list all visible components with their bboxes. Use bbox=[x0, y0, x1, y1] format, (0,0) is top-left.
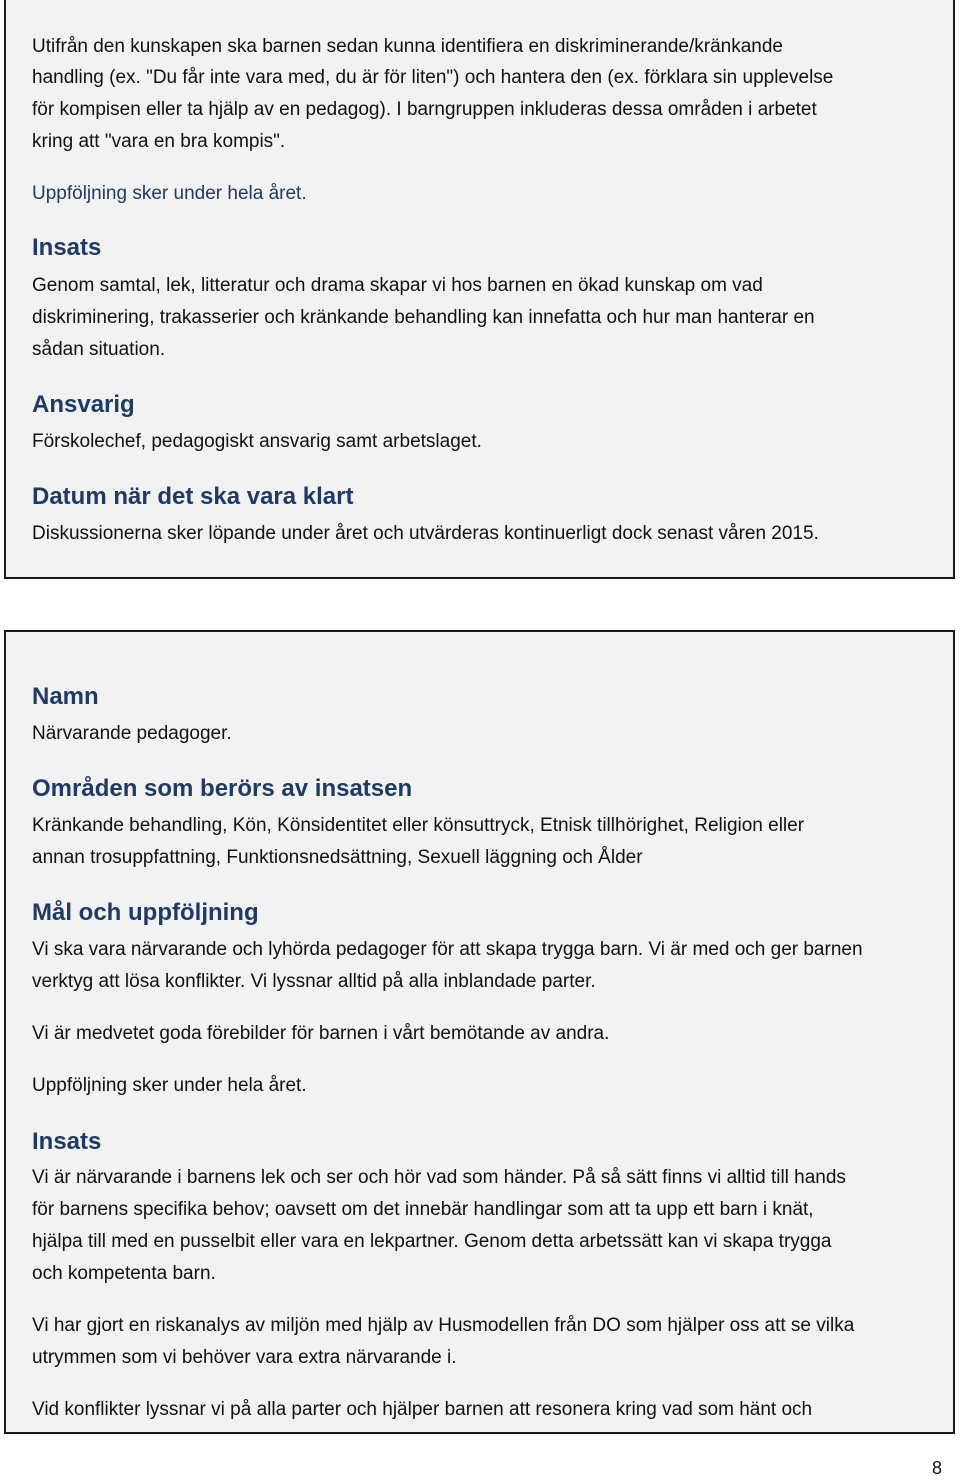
insats-line: sådan situation. bbox=[32, 339, 166, 360]
intro-line: för kompisen eller ta hjälp av en pedagog). I barngruppen inkluderas dessa områden i arbetet bbox=[32, 99, 817, 120]
insats-line: för barnens specifika behov; oavsett om det innebär handlingar som att ta upp ett barn i knät, bbox=[32, 1199, 814, 1220]
namn-heading: Namn bbox=[32, 683, 99, 710]
ansvarig-text: Förskolechef, pedagogiskt ansvarig samt arbetslaget. bbox=[32, 431, 482, 452]
datum-heading: Datum när det ska vara klart bbox=[32, 483, 354, 510]
intro-line: Utifrån den kunskapen ska barnen sedan kunna identifiera en diskriminerande/kränkande bbox=[32, 36, 783, 57]
followup-text: Uppföljning sker under hela året. bbox=[32, 1075, 307, 1096]
intro-line: kring att "vara en bra kompis". bbox=[32, 131, 286, 152]
followup-text: Uppföljning sker under hela året. bbox=[32, 183, 307, 204]
omraden-line: Kränkande behandling, Kön, Könsidentitet eller könsuttryck, Etnisk tillhörighet, Religion eller bbox=[32, 815, 805, 836]
insats-heading: Insats bbox=[32, 1128, 102, 1155]
mal-extra: Vi är medvetet goda förebilder för barnen i vårt bemötande av andra. bbox=[32, 1023, 610, 1044]
insats-line: diskriminering, trakasserier och kränkande behandling kan innefatta och hur man hanterar en bbox=[32, 307, 815, 328]
konflikt-line: Vid konflikter lyssnar vi på alla parter och hjälper barnen att resonera kring vad som hänt och bbox=[32, 1399, 813, 1420]
riskanalys-line: utrymmen som vi behöver vara extra närvarande i. bbox=[32, 1347, 457, 1368]
insats-line: Genom samtal, lek, litteratur och drama skapar vi hos barnen en ökad kunskap om vad bbox=[32, 275, 763, 296]
datum-text: Diskussionerna sker löpande under året och utvärderas kontinuerligt dock senast våren 2015. bbox=[32, 523, 819, 544]
ansvarig-heading: Ansvarig bbox=[32, 391, 135, 418]
action-plan-box-1 bbox=[4, 0, 955, 579]
riskanalys-line: Vi har gjort en riskanalys av miljön med hjälp av Husmodellen från DO som hjälper oss att se vilka bbox=[32, 1315, 855, 1336]
mal-heading: Mål och uppföljning bbox=[32, 899, 259, 926]
insats-line: och kompetenta barn. bbox=[32, 1263, 216, 1284]
intro-line: handling (ex. "Du får inte vara med, du är för liten") och hantera den (ex. förklara sin upplevelse bbox=[32, 67, 834, 88]
omraden-line: annan trosuppfattning, Funktionsnedsättning, Sexuell läggning och Ålder bbox=[32, 847, 643, 868]
page-number: 8 bbox=[931, 1458, 942, 1478]
action-plan-box-2 bbox=[4, 630, 955, 1434]
insats-line: hjälpa till med en pusselbit eller vara en lekpartner. Genom detta arbetssätt kan vi skapa trygga bbox=[32, 1231, 832, 1252]
insats-line: Vi är närvarande i barnens lek och ser och hör vad som händer. På så sätt finns vi alltid till hands bbox=[32, 1167, 846, 1188]
omraden-heading: Områden som berörs av insatsen bbox=[32, 775, 413, 802]
mal-line: verktyg att lösa konflikter. Vi lyssnar alltid på alla inblandade parter. bbox=[32, 971, 596, 992]
mal-line: Vi ska vara närvarande och lyhörda pedagoger för att skapa trygga barn. Vi är med och ger barnen bbox=[32, 939, 863, 960]
insats-heading: Insats bbox=[32, 234, 102, 261]
namn-text: Närvarande pedagoger. bbox=[32, 723, 232, 744]
